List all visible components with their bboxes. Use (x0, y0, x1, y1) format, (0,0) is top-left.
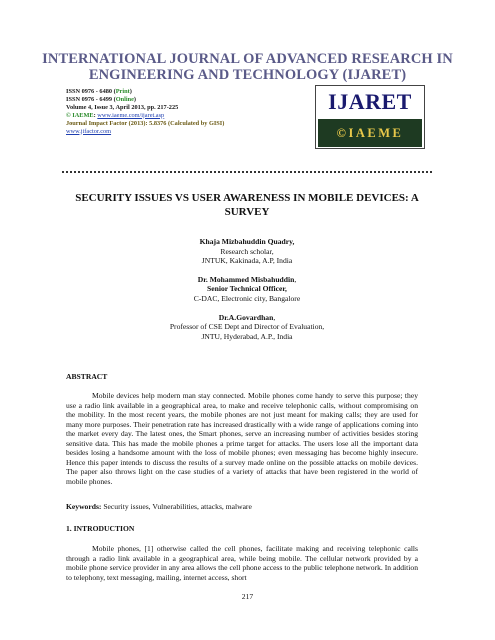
journal-title (40, 51, 455, 83)
abstract-text: Mobile devices help modern man stay connected. Mobile phones come handy to serve this purpose; they use a radio link available in a geographical area, to make and receive telephonic calls, without compromising on the mobility. In the most recent years, the mobile phones are not just meant for making calls; they are used for many more purposes. Their penetration rate has increased drastically with a wide range of applications coming into the market every day. The latest ones, the Smart phones, serve an increasing number of activities besides storing sensitive data. This has made the mobile phones a prime target for attacks. The users lose all the important data besides losing a handsome amount with the loss of mobile phones; even messaging has become highly insecure. Hence this paper intends to discuss the results of a survey made online on the possible attacks on mobile devices. The paper also throws light on the case studies of a variety of attacks that have been registered in the world of mobile phones. (66, 391, 418, 486)
paper-title-line1: SECURITY ISSUES VS USER AWARENESS IN MOBILE DEVICES: A (75, 192, 419, 204)
paper-title (62, 191, 432, 219)
paper-title-line2: SURVEY (224, 206, 270, 218)
author-1 (62, 237, 432, 266)
author-list (62, 237, 432, 350)
page-number: 217 (241, 592, 254, 601)
keywords-text: Security issues, Vulnerabilities, attacks, malware (101, 502, 252, 511)
ijaret-logo (315, 85, 425, 149)
logo-publisher: ©IAEME (318, 119, 422, 147)
jifactor-link[interactable]: www.jifactor.com (66, 127, 112, 135)
author-name: Dr. Mohammed Misbahuddin (197, 274, 295, 284)
iaeme-link[interactable]: www.iaeme.com/ijaret.asp (97, 111, 165, 119)
journal-title-line1: INTERNATIONAL JOURNAL OF ADVANCED RESEARCH IN (42, 51, 453, 67)
author-role: Senior Technical Officer, (207, 284, 287, 294)
author-affiliation-line: JNTUK, Kakinada, A.P, India (201, 256, 293, 266)
issn-print: ISSN 0976 - 6480 (Print) (66, 88, 132, 95)
author-name: Khaja Mizbahuddin Quadry, (199, 237, 295, 246)
volume-issue: Volume 4, Issue 3, April 2013, pp. 217-225 (66, 103, 179, 111)
journal-title-line2: ENGINEERING AND TECHNOLOGY (IJARET) (88, 67, 407, 83)
impact-factor: Journal Impact Factor (2013): 5.8376 (Calculated by GISI) (66, 119, 225, 127)
author-affiliation-line: Professor of CSE Dept and Director of Evaluation, (169, 322, 325, 332)
introduction-text: Mobile phones, [1] otherwise called the cell phones, facilitate making and receiving telephonic calls through a radio link available in a geographical area, while being mobile. The cellular network provided by a mobile phone service provider in any area allows the cell phone access to the public telephone network. In addition to telephony, text messaging, mailing, internet access, short (66, 544, 418, 582)
abstract-heading: ABSTRACT (66, 372, 108, 381)
author-affiliation-line: JNTU, Hyderabad, A.P., India (201, 331, 293, 341)
keywords-label: Keywords: (66, 502, 102, 511)
author-name-line: Dr.A.Govardhan, (218, 312, 276, 322)
author-name: Dr.A.Govardhan (218, 312, 274, 322)
author-name-line: Dr. Mohammed Misbahuddin, (197, 274, 297, 284)
author-2 (62, 275, 432, 304)
author-affiliation-line: Research scholar, (220, 246, 274, 256)
issn-online: ISSN 0976 - 6499 (Online) (66, 95, 136, 103)
author-affiliation-line: C-DAC, Electronic city, Bangalore (193, 293, 301, 303)
iaeme-line: © IAEME: www.iaeme.com/ijaret.asp (66, 111, 165, 119)
logo-name: IJARET (328, 89, 412, 114)
introduction-heading: 1. INTRODUCTION (66, 524, 135, 533)
journal-masthead (66, 88, 316, 135)
header-divider (62, 171, 432, 173)
author-3 (62, 313, 432, 342)
keywords (66, 502, 418, 512)
